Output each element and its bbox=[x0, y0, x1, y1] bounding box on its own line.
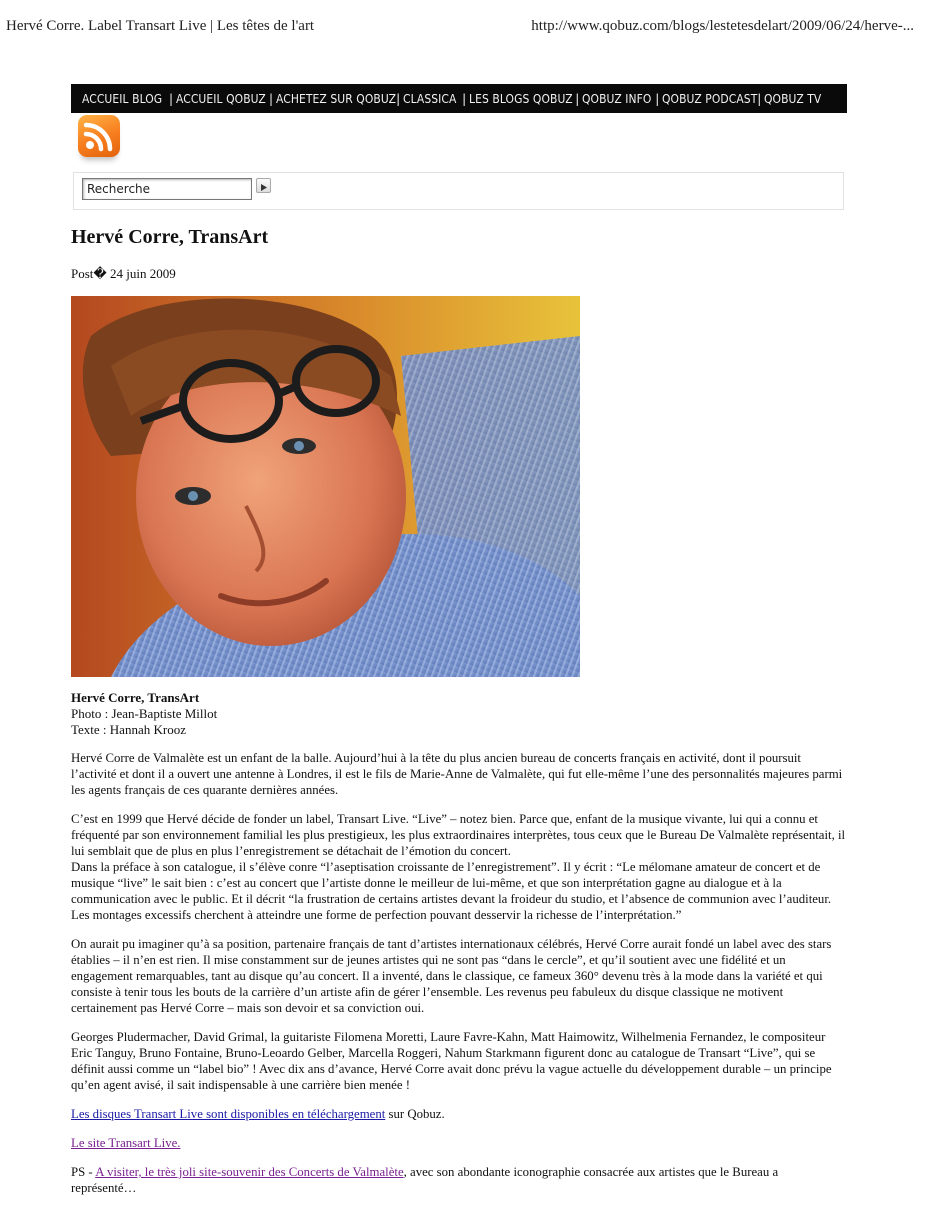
nav-item-qobuz-info[interactable]: QOBUZ INFO bbox=[582, 91, 652, 106]
nav-item-qobuz-tv[interactable]: QOBUZ TV bbox=[764, 91, 822, 106]
caption-photo-credit: Photo : Jean-Baptiste Millot bbox=[71, 706, 218, 721]
nav-item-achetez-sur-qobuz[interactable]: ACHETEZ SUR QOBUZ bbox=[276, 91, 397, 106]
article-paragraph: On aurait pu imaginer qu’à sa position, partenaire français de tant d’artistes internationaux célébrés, Hervé Corre aurait fondé un label avec des stars établies – il n’en est rien. Il mise constamment sur de jeunes artistes qui ne sont pas “dans le cercle”, et qu’il soutient avec une fidélité et un engagement remarquables, tant au disque qu’au concert. Il a inventé, dans le classique, ce fameux 360° devenu très à la mode dans la variété et qui consiste à tenir tous les bouts de la carrière d’un artiste afin de gérer l’ensemble. Les revenus peu fabuleux du disque classique ne motivent certainement pas Hervé Corre – mais son devoir et sa conviction oui. bbox=[71, 937, 832, 1015]
print-page-title: Hervé Corre. Label Transart Live | Les têtes de l'art bbox=[6, 18, 315, 34]
nav-item-qobuz-podcast[interactable]: QOBUZ PODCAST bbox=[662, 91, 758, 106]
caption-title: Hervé Corre, TransArt bbox=[71, 690, 200, 705]
portrait-photo bbox=[71, 296, 580, 677]
nav-item-les-blogs-qobuz[interactable]: LES BLOGS QOBUZ bbox=[469, 91, 573, 106]
article-body bbox=[71, 750, 846, 1209]
nav-separator: | bbox=[655, 91, 660, 106]
search-box bbox=[73, 172, 844, 210]
nav-separator: | bbox=[575, 91, 580, 106]
arrow-right-icon bbox=[261, 184, 267, 191]
nav-separator: | bbox=[396, 91, 401, 106]
article-paragraph bbox=[71, 811, 846, 923]
transart-site-link[interactable]: Le site Transart Live. bbox=[71, 1136, 181, 1150]
ps-suffix: , avec son abondante iconographie consacrée aux artistes que le Bureau a représenté… bbox=[71, 1165, 779, 1195]
post-title: Hervé Corre, TransArt bbox=[71, 226, 269, 248]
print-page-url: http://www.qobuz.com/blogs/lestetesdelart/2009/06/24/herve-... bbox=[531, 18, 914, 34]
nav-item-accueil-qobuz[interactable]: ACCUEIL QOBUZ bbox=[176, 91, 266, 106]
nav-item-classica[interactable]: CLASSICA bbox=[403, 91, 457, 106]
search-submit-button[interactable] bbox=[256, 178, 271, 193]
nav-separator: | bbox=[462, 91, 467, 106]
ps-prefix: PS - bbox=[71, 1165, 96, 1179]
download-suffix: sur Qobuz. bbox=[385, 1107, 445, 1121]
site-link-paragraph bbox=[71, 1135, 846, 1151]
nav-separator: | bbox=[269, 91, 274, 106]
valmalete-site-link[interactable]: A visiter, le très joli site-souvenir des Concerts de Valmalète bbox=[95, 1165, 404, 1179]
rss-icon[interactable] bbox=[78, 115, 120, 157]
download-paragraph bbox=[71, 1106, 846, 1122]
main-navigation-bar bbox=[71, 84, 847, 113]
ps-paragraph bbox=[71, 1164, 846, 1196]
photo-caption bbox=[71, 690, 217, 738]
post-date: Post� 24 juin 2009 bbox=[71, 266, 176, 281]
print-header bbox=[6, 18, 914, 42]
nav-separator: | bbox=[169, 91, 174, 106]
article-paragraph-part: C’est en 1999 que Hervé décide de fonder un label, Transart Live. “Live” – notez bien. Parce que, enfant de la musique vivante, lui qui a connu et fréquenté par son environnement familial les plus prestigieux, les plus extraordinaires interprètes, tous ceux que le Bureau De Valmalète représentait, il lui semblait que de plus en plus l’enregistrement se détachait de l’émotion du concert. bbox=[71, 812, 846, 858]
nav-separator: | bbox=[757, 91, 762, 106]
transart-download-link[interactable]: Les disques Transart Live sont disponibles en téléchargement bbox=[71, 1107, 386, 1121]
article-paragraph-part: Dans la préface à son catalogue, il s’élève conre “l’aseptisation croissante de l’enregistrement”. Il y écrit : “Le mélomane amateur de concert et de musique “live” le sait bien : c’est au concert que l’artiste donne le meilleur de lui-même, et que son interprétation gagne au dialogue et à la communication avec le public. Et il décrit “la frustration de certains artistes devant la froideur du studio, et l’absence de communion avec l’auditeur. Les montages excessifs cherchent à atteindre une forme de perfection pouvant desservir la richesse de l’interprétation.” bbox=[71, 860, 832, 922]
caption-text-credit: Texte : Hannah Krooz bbox=[71, 722, 186, 737]
nav-item-accueil-blog[interactable]: ACCUEIL BLOG bbox=[82, 91, 163, 106]
article-paragraph: Hervé Corre de Valmalète est un enfant de la balle. Aujourd’hui à la tête du plus ancien bureau de concerts français en activité, dont il poursuit l’activité et dont il a ouvert une antenne à Londres, il est le fils de Marie-Anne de Valmalète, qui fut elle-même l’une des personnalités majeures parmi les agents français de ces quarante dernières années. bbox=[71, 751, 843, 797]
search-input[interactable] bbox=[82, 178, 252, 200]
article-paragraph: Georges Pludermacher, David Grimal, la guitariste Filomena Moretti, Laure Favre-Kahn, Matt Haimowitz, Wilhelmenia Fernandez, le compositeur Eric Tanguy, Bruno Fontaine, Bruno-Leoardo Gelber, Marcella Roggeri, Nahum Starkmann figurent donc au catalogue de Transart “Live”, qui se définit aussi comme un “label bio” ! Avec dix ans d’avance, Hervé Corre avait donc prévu la vague actuelle du développement durable – un principe qu’en agent avisé, il sait indispensable à une carrière bien menée ! bbox=[71, 1030, 832, 1092]
rss-feed-glyph bbox=[78, 115, 120, 157]
